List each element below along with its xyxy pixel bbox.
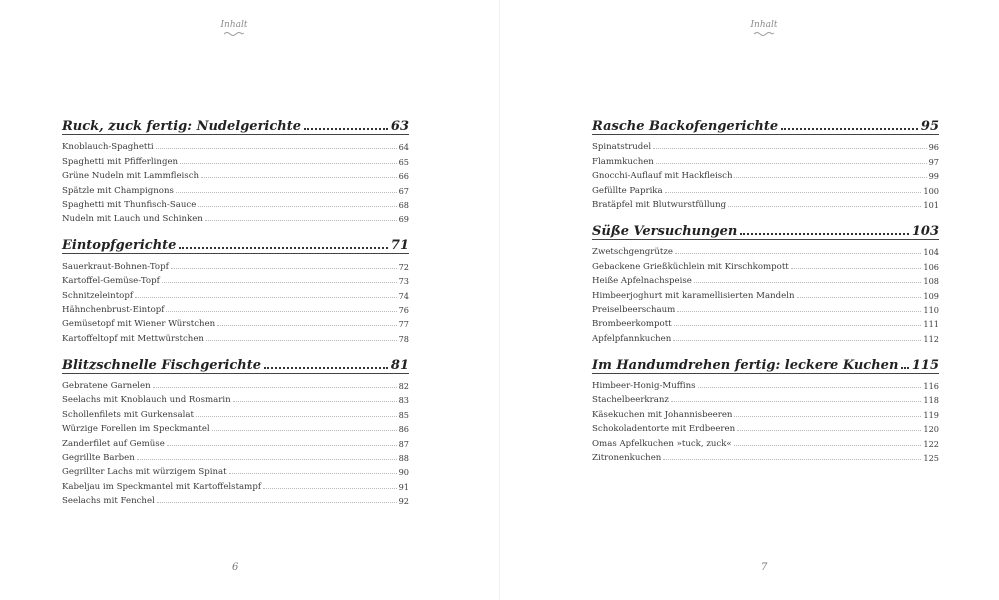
entry-page-number: 101 [923,199,939,210]
section-rule [592,373,939,374]
toc-entry [62,152,409,166]
entry-title: Spinatstrudel [592,142,652,153]
toc-section [592,114,939,210]
toc-entry [62,286,409,300]
dot-leader [671,401,921,402]
toc-entry [592,434,939,448]
entry-page-number: 66 [398,171,409,182]
entry-page-number: 106 [923,261,939,272]
toc-entry [592,391,939,405]
toc-entry [62,315,409,329]
dot-leader [674,325,922,326]
toc-entry [62,477,409,491]
toc-entry [62,329,409,343]
section-page-number: 71 [390,238,409,254]
running-head [744,20,784,36]
section-title: Rasche Backofengerichte [592,119,779,134]
toc-entry [592,138,939,152]
dot-leader [135,297,397,298]
toc-entry [62,449,409,463]
toc-section [62,114,409,224]
toc-entry [592,257,939,271]
section-title: Blitzschnelle Fischgerichte [62,357,261,373]
entry-page-number: 91 [398,481,409,492]
entry-page-number: 112 [923,333,939,344]
dot-leader [791,268,922,269]
entry-page-number: 97 [928,156,939,167]
toc-entry [62,434,409,448]
entry-title: Gebackene Grießküchlein mit Kirschkompott [592,261,789,272]
dot-leader [304,128,388,130]
running-head-label: Inhalt [220,20,248,30]
entry-page-number: 104 [923,247,939,258]
dot-leader [901,367,908,369]
entry-page-number: 125 [923,453,939,464]
section-heading [592,219,939,239]
entry-page-number: 86 [398,424,409,435]
toc-section [62,233,409,343]
entry-title: Zitronenkuchen [592,453,662,464]
toc-entry [592,243,939,257]
toc-entry [62,210,409,224]
dot-leader [157,502,397,503]
toc-entry [62,196,409,210]
entry-title: Käsekuchen mit Johannisbeeren [592,409,733,420]
entry-title: Spaghetti mit Thunfisch-Sauce [62,199,197,210]
entry-page-number: 96 [928,142,939,153]
toc-entry [62,492,409,506]
entry-title: Schokoladentorte mit Erdbeeren [592,424,736,435]
section-rule [62,134,409,135]
dot-leader [176,192,397,193]
entry-page-number: 119 [923,409,939,420]
dot-leader [201,177,397,178]
dot-leader [171,268,397,269]
section-rule [62,373,409,374]
entry-page-number: 111 [923,319,939,330]
section-rule [592,239,939,240]
entry-title: Gemüsetopf mit Wiener Würstchen [62,319,216,330]
entry-title: Hähnchenbrust-Eintopf [62,304,165,315]
entry-title: Gnocchi-Auflauf mit Hackfleisch [592,171,733,182]
dot-leader [677,311,921,312]
section-heading [592,353,939,373]
toc-entry [592,449,939,463]
table-of-contents [592,114,939,472]
toc-entry [62,181,409,195]
section-heading [62,114,409,134]
entry-title: Gegrillte Barben [62,453,135,464]
entry-title: Zwetschgengrütze [592,247,673,258]
dot-leader [797,297,922,298]
page-number: 6 [232,562,239,573]
right-page [500,0,999,600]
entry-page-number: 109 [923,290,939,301]
entry-title: Seelachs mit Knoblauch und Rosmarin [62,395,231,406]
entry-page-number: 82 [398,381,409,392]
entry-title: Preiselbeerschaum [592,304,676,315]
toc-entry [62,377,409,391]
dot-leader [229,473,397,474]
dot-leader [153,387,397,388]
entry-title: Schnitzeleintopf [62,290,134,301]
toc-entry [592,286,939,300]
toc-entry [592,420,939,434]
dot-leader [233,401,397,402]
entry-page-number: 72 [398,261,409,272]
dot-leader [196,416,397,417]
flourish-icon [223,31,245,36]
toc-section [592,219,939,344]
dot-leader [728,206,921,207]
entry-title: Spaghetti mit Pfifferlingen [62,156,179,167]
entry-page-number: 68 [398,199,409,210]
entry-page-number: 116 [923,381,939,392]
entry-page-number: 100 [923,185,939,196]
entry-page-number: 83 [398,395,409,406]
entry-title: Himbeerjoghurt mit karamellisierten Mandeln [592,290,795,301]
section-page-number: 115 [911,357,939,373]
entry-page-number: 110 [923,304,939,315]
entry-page-number: 87 [398,438,409,449]
dot-leader [675,253,921,254]
entry-title: Knoblauch-Spaghetti [62,142,154,153]
toc-entry [592,329,939,343]
entry-title: Seelachs mit Fenchel [62,496,155,507]
dot-leader [653,148,926,149]
entry-title: Brombeerkompott [592,319,672,330]
dot-leader [205,220,397,221]
toc-entry [62,138,409,152]
section-heading [62,233,409,253]
toc-entry [62,257,409,271]
entry-page-number: 76 [398,304,409,315]
dot-leader [212,430,397,431]
entry-title: Stachelbeerkranz [592,395,669,406]
dot-leader [673,340,921,341]
section-title: Ruck, zuck fertig: Nudelgerichte [62,119,302,134]
toc-entry [62,405,409,419]
toc-entry [62,301,409,315]
entry-page-number: 73 [398,276,409,287]
entry-page-number: 69 [398,214,409,225]
entry-title: Gebratene Garnelen [62,381,151,392]
dot-leader [198,206,396,207]
entry-title: Flammkuchen [592,156,654,167]
dot-leader [656,163,927,164]
entry-title: Omas Apfelkuchen »tuck, zuck« [592,438,732,449]
entry-title: Kartoffeltopf mit Mettwürstchen [62,333,204,344]
dot-leader [737,430,921,431]
entry-title: Zanderfilet auf Gemüse [62,438,165,449]
entry-page-number: 77 [398,319,409,330]
entry-title: Nudeln mit Lauch und Schinken [62,214,203,225]
dot-leader [734,445,922,446]
entry-title: Grüne Nudeln mit Lammfleisch [62,171,200,182]
section-page-number: 103 [911,223,939,239]
entry-page-number: 90 [398,467,409,478]
dot-leader [217,325,396,326]
dot-leader [166,311,396,312]
toc-entry [592,301,939,315]
section-title: Eintopfgerichte [62,238,177,254]
entry-page-number: 108 [923,276,939,287]
section-heading [592,114,939,134]
dot-leader [167,445,397,446]
entry-page-number: 99 [928,171,939,182]
entry-title: Heiße Apfelnachspeise [592,276,692,287]
entry-page-number: 92 [398,496,409,507]
dot-leader [698,387,922,388]
entry-title: Spätzle mit Champignons [62,185,174,196]
entry-title: Bratäpfel mit Blutwurstfüllung [592,199,727,210]
toc-section [592,353,939,463]
entry-page-number: 85 [398,409,409,420]
toc-entry [592,196,939,210]
section-heading [62,353,409,373]
toc-entry [62,420,409,434]
section-page-number: 95 [920,119,939,134]
toc-section [62,353,409,507]
toc-entry [592,315,939,329]
entry-page-number: 64 [398,142,409,153]
entry-page-number: 122 [923,438,939,449]
dot-leader [206,340,397,341]
dot-leader [665,192,922,193]
flourish-icon [753,31,775,36]
dot-leader [162,282,397,283]
toc-entry [592,272,939,286]
entry-page-number: 88 [398,453,409,464]
entry-page-number: 67 [398,185,409,196]
dot-leader [156,148,397,149]
dot-leader [781,128,918,130]
dot-leader [740,233,908,235]
running-head [214,20,254,36]
dot-leader [734,177,926,178]
entry-title: Würzige Forellen im Speckmantel [62,424,210,435]
entry-page-number: 78 [398,333,409,344]
section-rule [62,253,409,254]
table-of-contents [62,114,409,515]
entry-title: Sauerkraut-Bohnen-Topf [62,261,169,272]
toc-entry [62,272,409,286]
left-page [0,0,499,600]
entry-title: Kartoffel-Gemüse-Topf [62,276,160,287]
section-page-number: 63 [390,119,409,134]
entry-page-number: 74 [398,290,409,301]
page-number: 7 [761,562,768,573]
dot-leader [734,416,921,417]
entry-title: Gefüllte Paprika [592,185,663,196]
dot-leader [180,163,397,164]
toc-entry [592,152,939,166]
section-title: Süße Versuchungen [592,223,738,239]
entry-title: Schollenfilets mit Gurkensalat [62,409,194,420]
toc-entry [62,463,409,477]
dot-leader [179,247,387,249]
running-head-label: Inhalt [750,20,778,30]
toc-entry [592,181,939,195]
dot-leader [663,459,921,460]
toc-entry [592,405,939,419]
toc-entry [62,167,409,181]
dot-leader [264,367,388,369]
dot-leader [137,459,397,460]
toc-entry [62,391,409,405]
entry-page-number: 120 [923,424,939,435]
entry-title: Apfelpfannkuchen [592,333,672,344]
toc-entry [592,167,939,181]
section-title: Im Handumdrehen fertig: leckere Kuchen [592,357,899,373]
entry-title: Kabeljau im Speckmantel mit Kartoffelstampf [62,481,262,492]
entry-title: Gegrillter Lachs mit würzigem Spinat [62,467,227,478]
entry-page-number: 118 [923,395,939,406]
entry-page-number: 65 [398,156,409,167]
dot-leader [694,282,922,283]
dot-leader [263,488,397,489]
section-page-number: 81 [390,357,409,373]
toc-entry [592,377,939,391]
section-rule [592,134,939,135]
entry-title: Himbeer-Honig-Muffins [592,381,696,392]
